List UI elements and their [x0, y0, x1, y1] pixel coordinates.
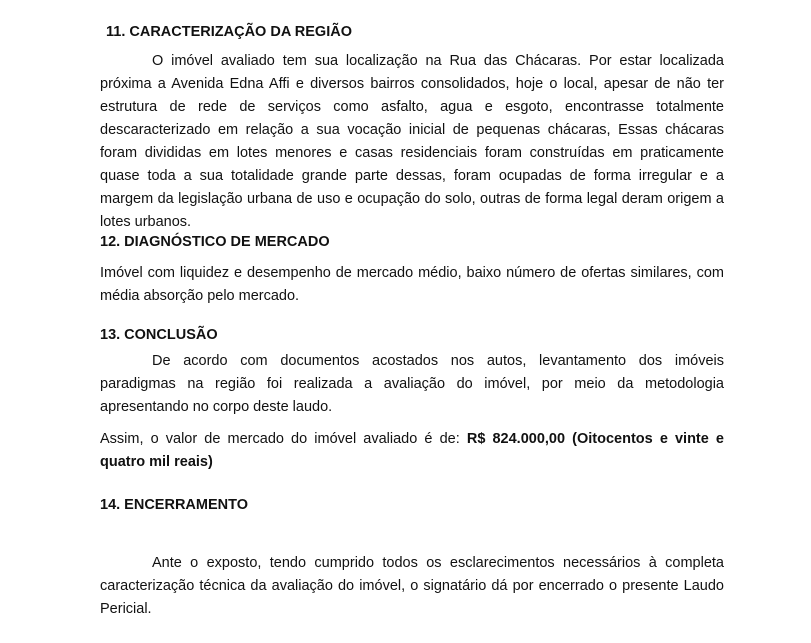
section-14-heading: 14. ENCERRAMENTO: [100, 497, 248, 513]
section-12-heading: 12. DIAGNÓSTICO DE MERCADO: [100, 234, 330, 250]
section-13-value-statement: [100, 428, 724, 474]
section-14-paragraph: Ante o exposto, tendo cumprido todos os esclarecimentos necessários à completa caracterização técnica da avaliação do imóvel, o signatário dá por encerrado o presente Laudo Pericial.: [100, 555, 724, 617]
section-12-paragraph: Imóvel com liquidez e desempenho de mercado médio, baixo número de ofertas similares, com média absorção pelo mercado.: [100, 265, 724, 304]
appraised-value: R$ 824.000,00 (Oitocentos e vinte e quatro mil reais): [100, 431, 724, 470]
value-prefix: Assim, o valor de mercado do imóvel avaliado é de:: [100, 431, 467, 447]
section-11-heading: 11. CARACTERIZAÇÃO DA REGIÃO: [106, 24, 352, 40]
section-13-paragraph: De acordo com documentos acostados nos autos, levantamento dos imóveis paradigmas na região foi realizada a avaliação do imóvel, por meio da metodologia apresentando no corpo deste laudo.: [100, 353, 724, 415]
section-13-heading: 13. CONCLUSÃO: [100, 327, 218, 343]
section-11-paragraph: O imóvel avaliado tem sua localização na Rua das Chácaras. Por estar localizada próxima a Avenida Edna Affi e diversos bairros consolidados, hoje o local, apesar de não ter estrutura de rede de serviços como asfalto, agua e esgoto, encontrasse totalmente descaracterizado em relação a sua vocação inicial de pequenas chácaras, Essas chácaras foram divididas em lotes menores e casas residenciais foram construídas em praticamente quase toda a sua totalidade grande parte dessas, foram ocupadas de forma irregular e a margem da legislação urbana de uso e ocupação do solo, outras de forma legal deram origem a lotes urbanos.: [100, 53, 724, 230]
